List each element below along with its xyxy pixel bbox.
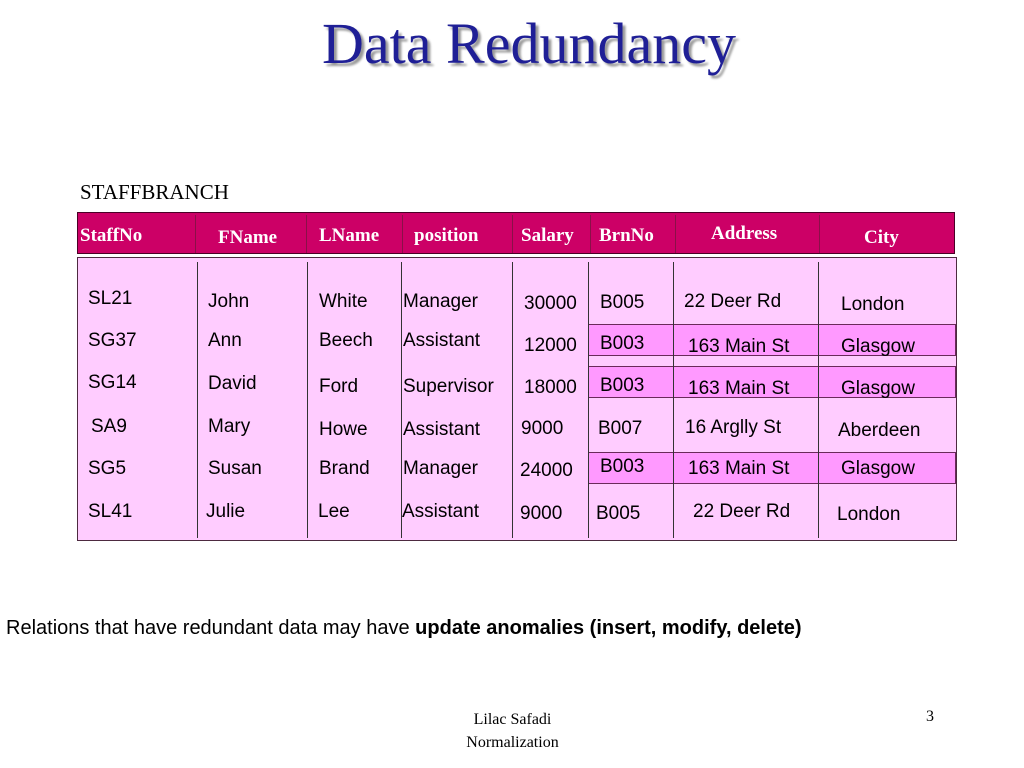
footer-author: Lilac Safadi (473, 711, 552, 728)
header-divider (195, 215, 196, 253)
column-divider (588, 262, 589, 538)
note-emphasis: update anomalies (insert, modify, delete) (415, 617, 802, 639)
note-text: Relations that have redundant data may have (6, 617, 416, 639)
cell-staffno: SL21 (88, 288, 133, 309)
cell-city: Glasgow (841, 378, 915, 399)
column-divider (197, 262, 198, 538)
cell-address: 163 Main St (688, 458, 790, 479)
cell-staffno: SL41 (88, 501, 133, 522)
header-divider (402, 215, 403, 253)
cell-salary: 12000 (524, 335, 577, 356)
cell-city: Aberdeen (838, 420, 921, 441)
column-divider (673, 262, 674, 538)
header-divider (512, 215, 513, 253)
slide-note (6, 617, 802, 640)
cell-address: 22 Deer Rd (684, 291, 782, 312)
cell-position: Assistant (403, 419, 481, 440)
cell-lname: Brand (319, 458, 370, 479)
cell-city: Glasgow (841, 336, 915, 357)
header-lname: LName (319, 225, 380, 246)
header-staffno: StaffNo (80, 225, 143, 246)
cell-fname: Julie (206, 501, 246, 522)
column-divider (512, 262, 513, 538)
header-divider (306, 215, 307, 253)
cell-fname: David (208, 373, 257, 394)
cell-address: 16 Arglly St (685, 417, 782, 438)
table-header (77, 212, 955, 254)
column-divider (307, 262, 308, 538)
cell-address: 163 Main St (688, 336, 790, 357)
table-caption: STAFFBRANCH (80, 180, 229, 204)
cell-lname: Lee (318, 501, 350, 522)
slide-footer (430, 708, 595, 754)
cell-fname: Susan (208, 458, 262, 479)
cell-city: London (837, 504, 901, 525)
cell-position: Manager (403, 291, 478, 312)
cell-salary: 9000 (520, 503, 563, 524)
cell-fname: Mary (208, 416, 251, 437)
cell-brnno: B005 (600, 292, 645, 313)
cell-staffno: SG37 (88, 330, 137, 351)
cell-city: London (841, 294, 905, 315)
column-divider (818, 262, 819, 538)
cell-brnno: B003 (600, 333, 645, 354)
cell-position: Assistant (402, 501, 480, 522)
header-fname: FName (218, 227, 278, 248)
cell-salary: 18000 (524, 377, 577, 398)
header-city: City (864, 227, 899, 248)
cell-salary: 30000 (524, 293, 577, 314)
cell-position: Manager (403, 458, 478, 479)
cell-staffno: SG14 (88, 372, 137, 393)
header-salary: Salary (521, 225, 574, 246)
header-divider (675, 215, 676, 253)
cell-position: Supervisor (403, 376, 494, 397)
cell-salary: 24000 (520, 460, 573, 481)
header-address: Address (711, 223, 778, 244)
cell-lname: Howe (319, 419, 368, 440)
page-number: 3 (926, 708, 934, 725)
cell-position: Assistant (403, 330, 481, 351)
cell-staffno: SA9 (91, 416, 127, 437)
cell-fname: John (208, 291, 250, 312)
slide-title: Data Redundancy (322, 11, 736, 76)
cell-brnno: B003 (600, 456, 645, 477)
cell-lname: Ford (319, 376, 359, 397)
header-divider (819, 215, 820, 253)
header-position: position (414, 225, 479, 246)
header-divider (590, 215, 591, 253)
cell-city: Glasgow (841, 458, 915, 479)
footer-topic: Normalization (466, 734, 559, 751)
cell-brnno: B005 (596, 503, 641, 524)
column-divider (401, 262, 402, 538)
cell-address: 163 Main St (688, 378, 790, 399)
cell-address: 22 Deer Rd (693, 501, 791, 522)
cell-salary: 9000 (521, 418, 564, 439)
cell-staffno: SG5 (88, 458, 127, 479)
cell-fname: Ann (208, 330, 242, 351)
cell-lname: White (319, 291, 368, 312)
cell-brnno: B007 (598, 418, 643, 439)
cell-lname: Beech (319, 330, 373, 351)
cell-brnno: B003 (600, 375, 645, 396)
header-brnno: BrnNo (599, 225, 654, 246)
